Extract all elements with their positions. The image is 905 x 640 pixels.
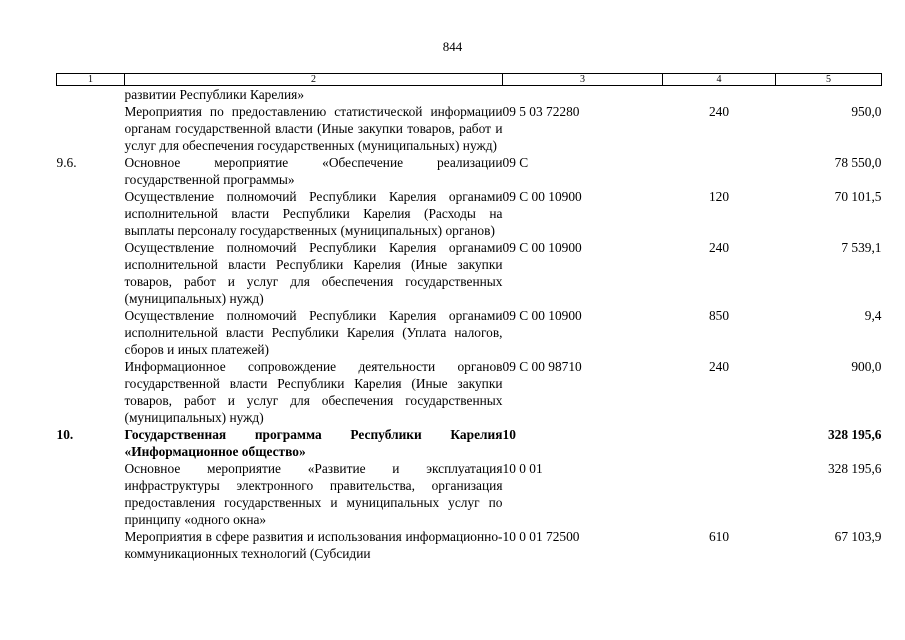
row-code: 09 С — [502, 155, 529, 170]
row-expense-type: 120 — [708, 189, 730, 204]
row-expense-type: 240 — [708, 359, 730, 374]
row-expense-type: 240 — [708, 104, 730, 119]
row-amount: 900,0 — [851, 359, 882, 374]
column-header-4: 4 — [663, 74, 776, 86]
row-name-text: развитии Республики Карелия» — [124, 87, 305, 102]
row-expense-type: 850 — [708, 308, 730, 323]
table-row — [57, 528, 882, 562]
column-header-3: 3 — [503, 74, 663, 86]
row-code: 09 С 00 10900 — [502, 240, 582, 255]
column-header-1: 1 — [57, 74, 125, 86]
row-name — [125, 154, 503, 188]
row-name-text: Государственная программа Республики Карелия «Информационное общество» — [124, 427, 503, 459]
row-code — [503, 86, 663, 104]
row-number — [57, 307, 125, 358]
row-name — [125, 528, 503, 562]
table-header — [57, 74, 882, 86]
row-name-text: Мероприятия по предоставлению статистической информации органам государственной власти (Иные закупки товаров, работ и услуг для обеспечения государственных (муниципальных) нужд) — [124, 104, 503, 153]
row-amount: 78 550,0 — [834, 155, 882, 170]
row-code: 10 0 01 — [502, 461, 543, 476]
row-number — [57, 188, 125, 239]
table-row — [57, 103, 882, 154]
table-row — [57, 460, 882, 528]
row-name — [125, 426, 503, 460]
row-expense-type — [663, 460, 776, 528]
column-header-2: 2 — [125, 74, 503, 86]
row-expense-type — [663, 154, 776, 188]
row-amount — [776, 86, 882, 104]
row-name — [125, 86, 503, 104]
row-code: 09 С 00 10900 — [502, 308, 582, 323]
row-code: 09 С 00 10900 — [502, 189, 582, 204]
row-expense-type: 610 — [708, 529, 730, 544]
row-amount: 950,0 — [851, 104, 882, 119]
row-amount: 70 101,5 — [834, 189, 882, 204]
table-row — [57, 86, 882, 104]
table-row — [57, 358, 882, 426]
row-name-text: Основное мероприятие «Развитие и эксплуатация инфраструктуры электронного правительства, организация предоставления государственных и муниципальных услуг по принципу «одного окна» — [124, 461, 503, 527]
row-code: 10 — [502, 427, 516, 442]
table-row — [57, 239, 882, 307]
row-amount: 328 195,6 — [827, 427, 882, 442]
row-name-text: Осуществление полномочий Республики Карелия органами исполнительной власти Республики Карелия (Расходы на выплаты персоналу государственных (муниципальных) органов) — [124, 189, 503, 238]
page-number: 844 — [442, 39, 463, 54]
row-amount: 328 195,6 — [827, 461, 882, 476]
table-row — [57, 426, 882, 460]
row-name-text: Осуществление полномочий Республики Карелия органами исполнительной власти Республики Карелия (Иные закупки товаров, работ и услуг для обеспечения государственных (муниципальных) нужд) — [124, 240, 503, 306]
row-number — [57, 528, 125, 562]
row-number — [57, 103, 125, 154]
table-row — [57, 154, 882, 188]
row-expense-type — [663, 426, 776, 460]
row-number — [57, 239, 125, 307]
row-name — [125, 358, 503, 426]
row-name — [125, 239, 503, 307]
row-name-text: Мероприятия в сфере развития и использования информационно-коммуникационных технологий (Субсидии — [124, 529, 503, 561]
row-name-text: Осуществление полномочий Республики Карелия органами исполнительной власти Республики Карелия (Уплата налогов, сборов и иных платежей) — [124, 308, 503, 357]
row-expense-type: 240 — [708, 240, 730, 255]
table-row — [57, 307, 882, 358]
row-number — [57, 358, 125, 426]
row-code: 09 С 00 98710 — [502, 359, 582, 374]
column-header-5: 5 — [776, 74, 882, 86]
row-expense-type — [663, 86, 776, 104]
row-name-text: Информационное сопровождение деятельности органов государственной власти Республики Карелия (Иные закупки товаров, работ и услуг для обеспечения государственных (муниципальных) нужд) — [124, 359, 503, 425]
budget-table — [56, 73, 882, 562]
row-number — [57, 86, 125, 104]
row-name — [125, 460, 503, 528]
row-code: 09 5 03 72280 — [502, 104, 580, 119]
table-row — [57, 188, 882, 239]
row-name — [125, 103, 503, 154]
row-amount: 7 539,1 — [841, 240, 882, 255]
row-amount: 9,4 — [864, 308, 882, 323]
row-number: 10. — [56, 427, 74, 442]
row-name — [125, 307, 503, 358]
row-number: 9.6. — [56, 155, 77, 170]
row-amount: 67 103,9 — [834, 529, 882, 544]
row-name-text: Основное мероприятие «Обеспечение реализации государственной программы» — [124, 155, 503, 187]
row-number — [57, 460, 125, 528]
row-code: 10 0 01 72500 — [502, 529, 580, 544]
row-name — [125, 188, 503, 239]
table-body — [57, 86, 882, 563]
